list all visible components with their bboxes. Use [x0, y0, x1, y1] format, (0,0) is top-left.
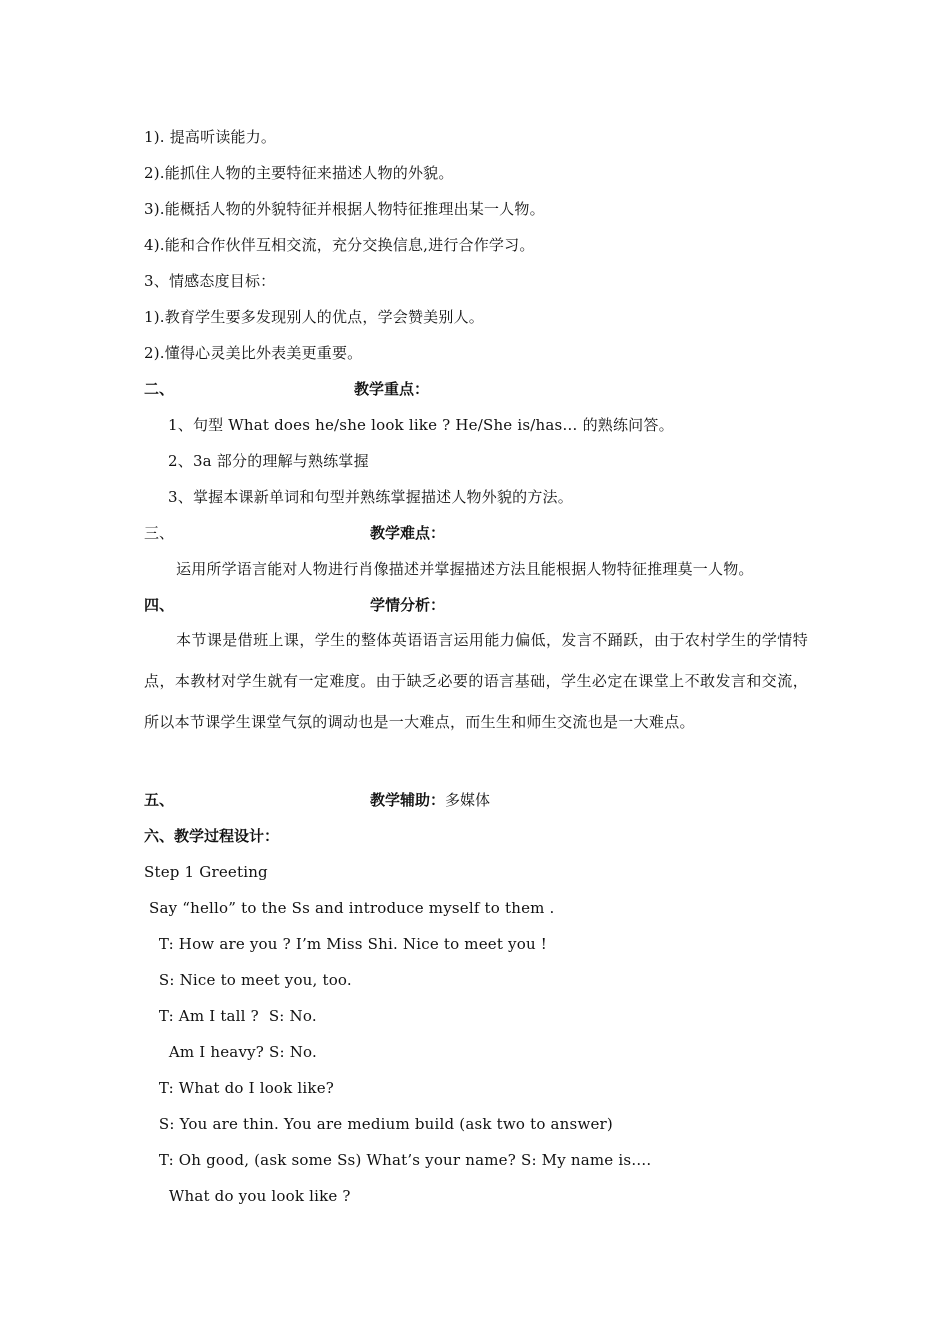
- step-1-line-9: What do you look like ?: [144, 1187, 351, 1205]
- teaching-aid-value: 多媒体: [445, 791, 491, 809]
- section-2-title: 教学重点：: [354, 380, 430, 398]
- section-2-number: 二、: [144, 380, 175, 398]
- objective-item-1: 1). 提高听读能力。: [144, 128, 277, 146]
- objective-item-2: 2).能抓住人物的主要特征来描述人物的外貌。: [144, 164, 454, 182]
- step-1-line-3: S: Nice to meet you, too.: [144, 971, 352, 989]
- step-1-title: Step 1 Greeting: [144, 863, 268, 881]
- objective-item-4: 4).能和合作伙伴互相交流，充分交换信息,进行合作学习。: [144, 236, 535, 254]
- emotion-objective-item-1: 1).教育学生要多发现别人的优点，学会赞美别人。: [144, 308, 484, 326]
- key-point-item-1: 1、句型 What does he/she look like ? He/She is/has… 的熟练问答。: [168, 416, 674, 434]
- section-4-number: 四、: [144, 596, 175, 614]
- key-point-item-2: 2、3a 部分的理解与熟练掌握: [168, 452, 369, 470]
- emotion-objectives-heading: 3、情感态度目标：: [144, 272, 276, 290]
- key-point-item-3: 3、掌握本课新单词和句型并熟练掌握描述人物外貌的方法。: [168, 488, 573, 506]
- section-5-title: [370, 790, 490, 810]
- step-1-line-8: T: Oh good, (ask some Ss) What’s your name? S: My name is….: [144, 1151, 652, 1169]
- emotion-objective-item-2: 2).懂得心灵美比外表美更重要。: [144, 344, 363, 362]
- step-1-line-2: T: How are you ? I’m Miss Shi. Nice to meet you !: [144, 935, 548, 953]
- section-4-title: 学情分析：: [370, 596, 446, 614]
- step-1-line-5: Am I heavy? S: No.: [144, 1043, 317, 1061]
- step-1-line-4: T: Am I tall ? S: No.: [144, 1007, 317, 1025]
- step-1-line-7: S: You are thin. You are medium build (ask two to answer): [144, 1115, 613, 1133]
- section-6-title: 六、教学过程设计：: [144, 827, 280, 845]
- section-5-number: 五、: [144, 791, 175, 809]
- section-3-title: 教学难点：: [370, 524, 446, 542]
- section-5-title-label: 教学辅助：: [370, 791, 446, 809]
- step-1-line-1: Say “hello” to the Ss and introduce myself to them .: [144, 899, 555, 917]
- difficulty-text: 运用所学语言能对人物进行肖像描述并掌握描述方法且能根据人物特征推理莫一人物。: [176, 560, 754, 578]
- student-analysis-paragraph: 本节课是借班上课，学生的整体英语语言运用能力偏低，发言不踊跃，由于农村学生的学情特点，本教材对学生就有一定难度。由于缺乏必要的语言基础，学生必定在课堂上不敢发言和交流，所以本节课学生课堂气氛的调动也是一大难点，而生生和师生交流也是一大难点。: [144, 631, 808, 731]
- step-1-line-6: T: What do I look like?: [144, 1079, 335, 1097]
- section-3-number: 三、: [144, 524, 175, 542]
- objective-item-3: 3).能概括人物的外貌特征并根据人物特征推理出某一人物。: [144, 200, 545, 218]
